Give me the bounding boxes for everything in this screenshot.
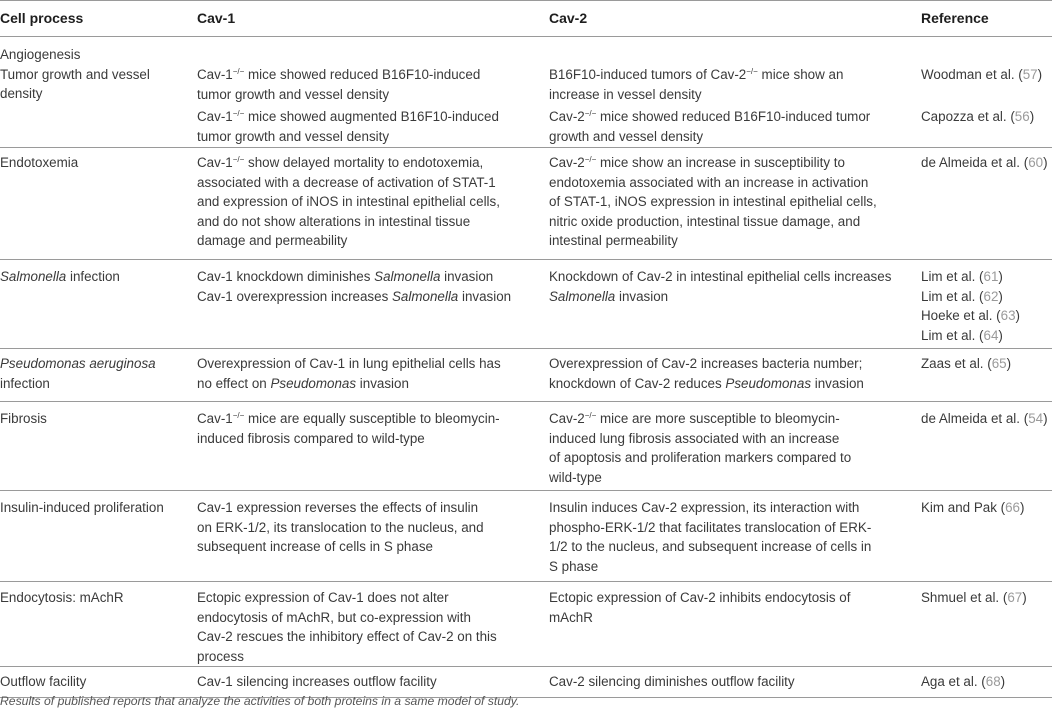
cav2-text: 1/2 to the nucleus, and subsequent increase of cells in (549, 539, 872, 555)
cav2-text: growth and vessel density (549, 128, 704, 144)
process-text: Outflow facility (0, 674, 87, 689)
cav1-text: Cav-1 knockdown diminishes Salmonella invasion (197, 269, 494, 284)
cell-reference (921, 153, 1052, 173)
cav2-text: of apoptosis and proliferation markers compared to (549, 450, 852, 466)
cav2-text: Cav-2−/− mice showed reduced B16F10-induced tumor (549, 109, 871, 124)
cell-cav1 (197, 354, 537, 393)
cell-cav1 (197, 65, 537, 104)
cav2-text: endotoxemia associated with an increase in activation (549, 174, 869, 190)
cell-cav1 (197, 409, 537, 448)
process-text: Fibrosis (0, 411, 47, 426)
cell-reference (921, 354, 1052, 374)
cav1-text: endocytosis of mAchR, but co-expression with (197, 609, 471, 625)
cell-process (0, 267, 190, 287)
process-text: Endotoxemia (0, 155, 79, 170)
cav1-text: Cav-1 expression reverses the effects of insulin (197, 500, 479, 515)
cav1-text: associated with a decrease of activation of STAT-1 (197, 174, 496, 190)
cav1-text: tumor growth and vessel density (197, 86, 390, 102)
table-footnote: Results of published reports that analyze the activities of both proteins in a same model of study. (0, 694, 520, 708)
table-row-insulin (0, 491, 1052, 582)
reference-text: Lim et al. (62) (921, 288, 1003, 304)
cav1-text: Cav-1−/− mice showed augmented B16F10-induced (197, 109, 499, 124)
header-cell-cav1: Cav-1 (197, 10, 236, 26)
cav2-text: Overexpression of Cav-2 increases bacteria number; (549, 356, 863, 371)
cell-cav2 (549, 65, 914, 104)
table-row-angiogenesis (0, 37, 1052, 148)
cell-process (0, 153, 190, 173)
cav1-text: Ectopic expression of Cav-1 does not alter (197, 590, 449, 605)
table-row-endocytosis (0, 582, 1052, 667)
cell-cav2 (549, 354, 914, 393)
reference-text: Aga et al. (68) (921, 674, 1006, 689)
cav1-text: damage and permeability (197, 233, 348, 249)
cav2-text: Ectopic expression of Cav-2 inhibits endocytosis of (549, 590, 851, 605)
cav1-text: Cav-1−/− mice showed reduced B16F10-induced (197, 67, 481, 82)
cav2-text: nitric oxide production, intestinal tissue damage, and (549, 213, 861, 229)
cav2-text: Cav-2−/− mice show an increase in susceptibility to (549, 155, 845, 170)
cav2-text: intestinal permeability (549, 233, 678, 249)
cav1-text: and do not show alterations in intestinal tissue (197, 213, 471, 229)
cav2-text: wild-type (549, 469, 602, 485)
cav2-text: phospho-ERK-1/2 that facilitates translocation of ERK- (549, 519, 872, 535)
cav2-text: increase in vessel density (549, 86, 702, 102)
cell-reference (921, 672, 1052, 692)
cav1-text: subsequent increase of cells in S phase (197, 539, 433, 555)
reference-text: Shmuel et al. (67) (921, 590, 1027, 605)
process-text: Salmonella infection (0, 269, 120, 284)
cell-reference (921, 267, 1052, 345)
header-cell-reference: Reference (921, 10, 989, 26)
cav2-text: induced lung fibrosis associated with an increase (549, 430, 840, 446)
cav1-text: induced fibrosis compared to wild-type (197, 430, 425, 446)
cell-process (0, 498, 190, 518)
cell-cav1 (197, 588, 537, 666)
process-text: density (0, 86, 43, 102)
cell-reference (921, 498, 1052, 518)
reference-text: de Almeida et al. (54) (921, 411, 1048, 426)
cell-cav1 (197, 672, 537, 692)
process-text: Pseudomonas aeruginosa (0, 356, 156, 371)
cav1-text: Overexpression of Cav-1 in lung epithelial cells has (197, 356, 501, 371)
cav2-text: knockdown of Cav-2 reduces Pseudomonas invasion (549, 375, 864, 391)
cell-reference (921, 65, 1052, 85)
cav2-text: of STAT-1, iNOS expression in intestinal epithelial cells, (549, 194, 877, 210)
table-row-pseudomonas (0, 349, 1052, 402)
cell-cav2 (549, 153, 914, 251)
cell-cav2 (549, 107, 914, 146)
reference-text: Capozza et al. (56) (921, 109, 1035, 124)
cell-cav1 (197, 107, 537, 146)
table-header-row (0, 0, 1052, 37)
cell-process (0, 588, 190, 608)
cav2-text: Cav-2 silencing diminishes outflow facility (549, 674, 795, 689)
reference-text: de Almeida et al. (60) (921, 155, 1048, 170)
cav1-text: Cav-1−/− mice are equally susceptible to bleomycin- (197, 411, 500, 426)
cav2-text: Salmonella invasion (549, 288, 669, 304)
cell-cav1 (197, 267, 537, 306)
cav1-text: no effect on Pseudomonas invasion (197, 375, 409, 391)
cav2-text: mAchR (549, 609, 593, 625)
table-row-endotoxemia (0, 148, 1052, 260)
cell-reference (921, 409, 1052, 429)
cell-cav2 (549, 498, 914, 576)
cell-process (0, 45, 190, 104)
process-text: Endocytosis: mAchR (0, 590, 124, 605)
reference-text: Zaas et al. (65) (921, 356, 1012, 371)
cav1-text: tumor growth and vessel density (197, 128, 390, 144)
cell-cav1 (197, 498, 537, 557)
cell-cav2 (549, 588, 914, 627)
process-text: Insulin-induced proliferation (0, 500, 164, 515)
header-cell-cav2: Cav-2 (549, 10, 588, 26)
header-cell-process: Cell process (0, 10, 84, 26)
cell-cav1 (197, 153, 537, 251)
cav2-text: Cav-2−/− mice are more susceptible to bleomycin- (549, 411, 840, 426)
cav1-text: Cav-2 rescues the inhibitory effect of Cav-2 on this (197, 629, 497, 645)
cell-process (0, 409, 190, 429)
cav1-text: on ERK-1/2, its translocation to the nucleus, and (197, 519, 484, 535)
cav2-text: Knockdown of Cav-2 in intestinal epithelial cells increases (549, 269, 892, 284)
cav2-text: B16F10-induced tumors of Cav-2−/− mice show an (549, 67, 844, 82)
reference-text: Lim et al. (64) (921, 327, 1003, 343)
table-row-salmonella (0, 260, 1052, 349)
cell-cav2 (549, 672, 914, 692)
cell-cav2 (549, 267, 914, 306)
cav2-text: S phase (549, 558, 599, 574)
reference-text: Woodman et al. (57) (921, 67, 1043, 82)
cav1-text: Cav-1 overexpression increases Salmonella invasion (197, 288, 512, 304)
process-text: Angiogenesis (0, 47, 81, 62)
cell-process (0, 672, 190, 692)
cell-reference (921, 107, 1052, 127)
cell-process (0, 354, 190, 393)
cell-reference (921, 588, 1052, 608)
cell-cav2 (549, 409, 914, 487)
process-text: Tumor growth and vessel (0, 66, 150, 82)
cav1-text: process (197, 648, 244, 664)
reference-text: Lim et al. (61) (921, 269, 1003, 284)
reference-text: Hoeke et al. (63) (921, 308, 1021, 324)
cav2-text: Insulin induces Cav-2 expression, its interaction with (549, 500, 860, 515)
cav1-text: Cav-1−/− show delayed mortality to endotoxemia, (197, 155, 484, 170)
process-text: infection (0, 375, 50, 391)
reference-text: Kim and Pak (66) (921, 500, 1025, 515)
cav1-text: and expression of iNOS in intestinal epithelial cells, (197, 194, 500, 210)
cav1-text: Cav-1 silencing increases outflow facility (197, 674, 437, 689)
table-row-fibrosis (0, 402, 1052, 491)
